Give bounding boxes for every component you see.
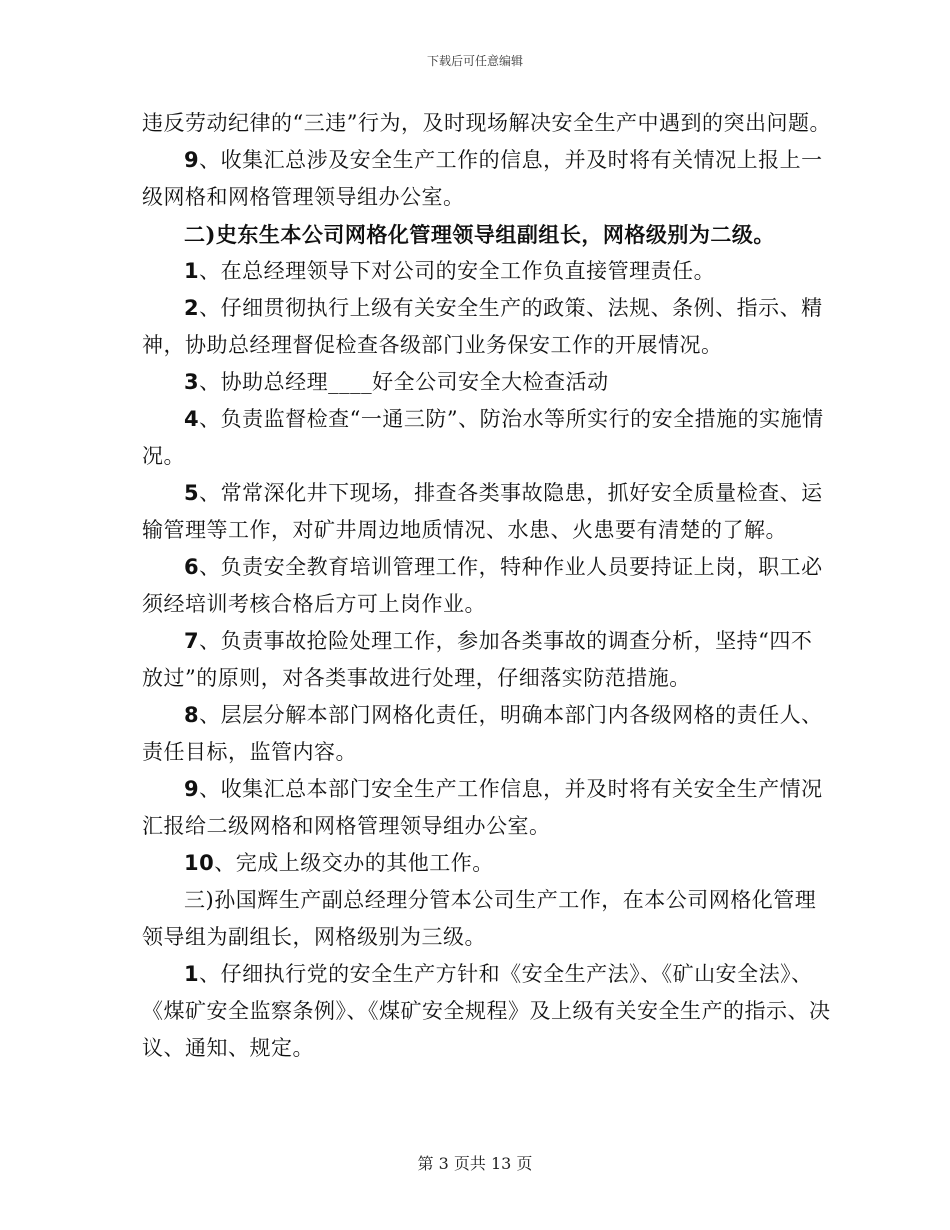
paragraph-item-9: 9、收集汇总本部门安全生产工作信息，并及时将有关安全生产情况汇报给二级网格和网格管理领导组办公室。 <box>142 777 823 838</box>
paragraph-item-6: 6、负责安全教育培训管理工作，特种作业人员要持证上岗，职工必须经培训考核合格后方可上岗作业。 <box>142 555 823 616</box>
paragraph-item-2: 2、仔细贯彻执行上级有关安全生产的政策、法规、条例、指示、精神，协助总经理督促检查各级部门业务保安工作的开展情况。 <box>142 296 823 357</box>
paragraph-item-8: 8、层层分解本部门网格化责任，明确本部门内各级网格的责任人、责任目标，监管内容。 <box>142 703 823 764</box>
paragraph-item-9: 9、收集汇总涉及安全生产工作的信息，并及时将有关情况上报上一级网格和网格管理领导组办公室。 <box>142 148 823 209</box>
section-heading-3: 三)孙国辉生产副总经理分管本公司生产工作，在本公司网格化管理领导组为副组长，网格级别为三级。 <box>142 888 817 949</box>
paragraph-item-7: 7、负责事故抢险处理工作，参加各类事故的调查分析，坚持“四不放过”的原则，对各类事故进行处理，仔细落实防范措施。 <box>142 629 813 690</box>
paragraph-item-1: 1、在总经理领导下对公司的安全工作负直接管理责任。 <box>184 259 716 283</box>
page-footer: 第 3 页共 13 页 <box>417 1154 533 1173</box>
page-header: 下载后可任意编辑 <box>426 54 523 68</box>
section-heading-2: 二)史东生本公司网格化管理领导组副组长，网格级别为二级。 <box>184 222 775 247</box>
document-body <box>142 105 832 1067</box>
paragraph-item-3: 3、协助总经理____好全公司安全大检查活动 <box>184 370 609 394</box>
paragraph-continuation: 违反劳动纪律的“三违”行为，及时现场解决安全生产中遇到的突出问题。 <box>142 111 831 135</box>
paragraph-item-1: 1、仔细执行党的安全生产方针和《安全生产法》、《矿山安全法》、《煤矿安全监察条例》、《煤矿安全规程》及上级有关安全生产的指示、决议、通知、规定。 <box>142 962 831 1060</box>
paragraph-item-10: 10、完成上级交办的其他工作。 <box>184 851 494 875</box>
paragraph-item-4: 4、负责监督检查“一通三防”、防治水等所实行的安全措施的实施情况。 <box>142 407 824 468</box>
paragraph-item-5: 5、常常深化井下现场，排查各类事故隐患，抓好安全质量检查、运输管理等工作，对矿井周边地质情况、水患、火患要有清楚的了解。 <box>142 481 823 542</box>
